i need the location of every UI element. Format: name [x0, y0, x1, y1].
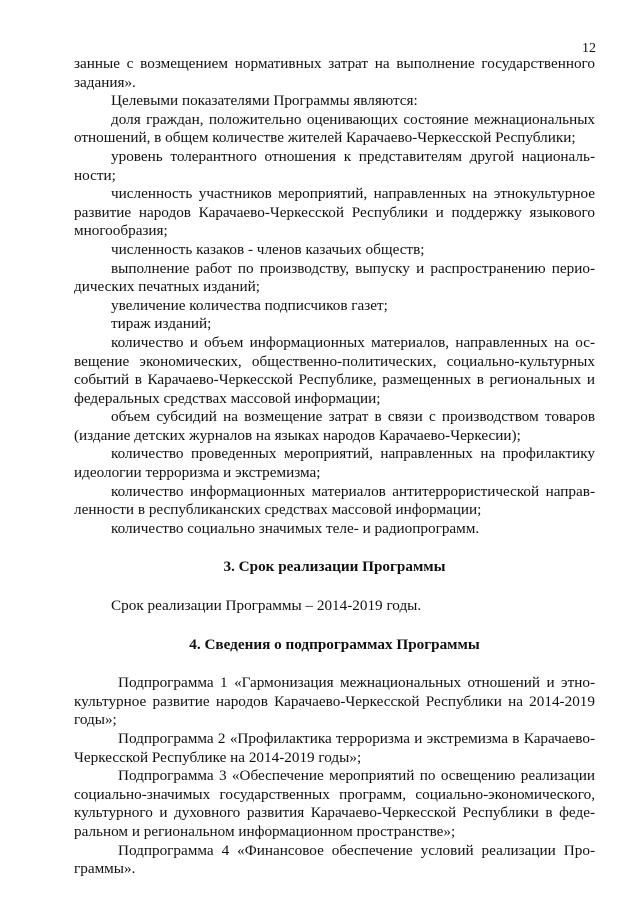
continuation-paragraph: занные с возмещением нормативных затрат на выполнение государственного задания».	[74, 55, 595, 91]
subprogram-item: Подпрограмма 2 «Профилактика терроризма и экстремизма в Карачаево-Черкесской Республике на 2014-2019 годы»;	[74, 730, 595, 766]
indicator-item: уровень толерантного отношения к представителям другой национальности;	[74, 147, 595, 184]
indicator-item: количество социально значимых теле- и радиопрограмм.	[111, 519, 480, 537]
page-number: 12	[582, 41, 596, 56]
indicators-intro: Целевыми показателями Программы являются:	[111, 92, 418, 110]
indicator-item: тираж изданий;	[111, 315, 212, 333]
indicator-item: объем субсидий на возмещение затрат в связи с производством товаров (издание детских журналов на языках народов Карачаево-Черкесии);	[74, 408, 595, 444]
subprogram-item: Подпрограмма 4 «Финансовое обеспечение условий реализации Программы».	[74, 841, 595, 878]
subprogram-item: Подпрограмма 3 «Обеспечение мероприятий по освещению реализации социально-значимых государственных программ, социально-экономического, культурного и духовного развития Карачаево-Черкесской Республики в федеральном и региональном информационном пространстве»;	[74, 767, 595, 840]
indicator-item: количество информационных материалов антитеррористической направленности в республиканских средствах массовой информации;	[74, 482, 595, 519]
indicator-item: увеличение количества подписчиков газет;	[111, 296, 388, 314]
section-3-heading: 3. Срок реализации Программы	[223, 558, 446, 576]
section-4-heading: 4. Сведения о подпрограммах Программы	[189, 635, 480, 653]
document-body	[74, 55, 595, 879]
indicator-item: численность казаков - членов казачьих обществ;	[111, 240, 425, 258]
indicator-item: выполнение работ по производству, выпуску и распространению периодических печатных изданий;	[74, 259, 595, 296]
section-3-text: Срок реализации Программы – 2014-2019 годы.	[111, 597, 422, 615]
indicator-item: доля граждан, положительно оценивающих состояние межнациональных отношений, в общем количестве жителей Карачаево-Черкесской Республики;	[74, 110, 595, 147]
indicator-item: количество проведенных мероприятий, направленных на профилактику идеологии терроризма и экстремизма;	[74, 445, 595, 482]
indicator-item: численность участников мероприятий, направленных на этнокультурное развитие народов Карачаево-Черкесской Республики и поддержку языкового многообразия;	[74, 185, 595, 240]
subprogram-item: Подпрограмма 1 «Гармонизация межнациональных отношений и этнокультурное развитие народов Карачаево-Черкесской Республики на 2014-2019 годы»;	[74, 674, 595, 729]
indicator-item: количество и объем информационных материалов, направленных на освещение экономических, общественно-политических, социально-культурных событий в Карачаево-Черкесской Республике, размещенных в региональных и федеральных средствах массовой информации;	[74, 333, 595, 407]
